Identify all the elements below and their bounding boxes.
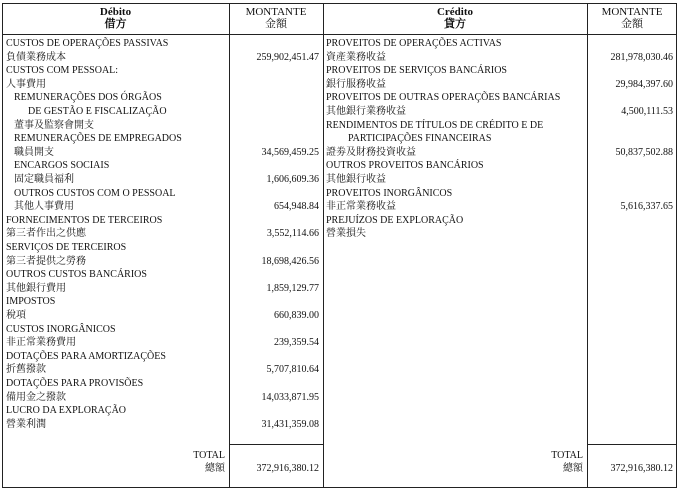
debit-total-amount: 372,916,380.12 bbox=[256, 463, 319, 474]
column-divider bbox=[323, 3, 324, 488]
debit-row-label: REMUNERAÇÕES DOS ÓRGÃOS bbox=[14, 92, 162, 104]
debit-header bbox=[2, 6, 229, 30]
debit-row-amount: 660,839.00 bbox=[274, 310, 319, 321]
debit-row-label: CUSTOS INORGÂNICOS bbox=[6, 323, 116, 335]
debit-row-label: 負債業務成本 bbox=[6, 51, 66, 63]
debit-row-label: REMUNERAÇÕES DE EMPREGADOS bbox=[14, 133, 182, 145]
debit-row-amount: 34,569,459.25 bbox=[261, 146, 319, 158]
credit-row-label: 非正常業務收益 bbox=[326, 201, 396, 213]
montante-title: MONTANTE bbox=[601, 6, 663, 18]
credit-row-label: PROVEITOS DE OUTRAS OPERAÇÕES BANCÁRIAS bbox=[326, 92, 561, 104]
column-divider bbox=[587, 3, 588, 488]
total-label-zh: 總額 bbox=[205, 463, 225, 474]
debit-row-label: 董事及監察會開支 bbox=[14, 119, 94, 131]
credit-subtitle: 貸方 bbox=[444, 18, 466, 30]
credit-row-label: PROVEITOS INORGÂNICOS bbox=[326, 187, 453, 199]
debit-row-label: OUTROS CUSTOS BANCÁRIOS bbox=[6, 269, 147, 281]
debit-row-amount: 31,431,359.08 bbox=[261, 418, 319, 430]
credit-title: Crédito bbox=[436, 6, 474, 18]
total-divider bbox=[587, 444, 677, 445]
credit-row-label: 其他銀行業務收益 bbox=[326, 106, 406, 117]
credit-row-label: 其他銀行收益 bbox=[326, 174, 386, 185]
debit-row-label: CUSTOS COM PESSOAL: bbox=[6, 65, 119, 77]
debit-row-label: ENCARGOS SOCIAIS bbox=[14, 160, 110, 172]
credit-row-label: OUTROS PROVEITOS BANCÁRIOS bbox=[326, 160, 484, 172]
debit-row-label: 其他銀行費用 bbox=[6, 282, 66, 294]
debit-row-label: 第三者提供之勞務 bbox=[6, 255, 86, 267]
credit-header bbox=[323, 6, 587, 30]
debit-row-label: LUCRO DA EXPLORAÇÃO bbox=[6, 405, 127, 417]
debit-row-label: DOTAÇÕES PARA PROVISÕES bbox=[6, 378, 144, 389]
debit-row-label: 非正常業務費用 bbox=[6, 337, 76, 349]
credit-row-label: 營業損失 bbox=[326, 228, 366, 240]
credit-total-label bbox=[460, 449, 583, 475]
credit-row-label: PARTICIPAÇÕES FINANCEIRAS bbox=[348, 133, 492, 145]
credit-row-amount: 4,500,111.53 bbox=[621, 106, 673, 117]
debit-row-amount: 239,359.54 bbox=[274, 337, 319, 349]
debit-row-amount: 1,859,129.77 bbox=[266, 282, 319, 294]
montante-subtitle: 金額 bbox=[621, 18, 643, 30]
credit-row-label: PROVEITOS DE OPERAÇÕES ACTIVAS bbox=[326, 38, 502, 49]
credit-row-label: PROVEITOS DE SERVIÇOS BANCÁRIOS bbox=[326, 65, 507, 77]
debit-row-label: 備用金之撥款 bbox=[6, 391, 66, 403]
debit-title: Débito bbox=[99, 6, 132, 18]
credit-row-amount: 50,837,502.88 bbox=[615, 146, 673, 158]
credit-row-amount: 5,616,337.65 bbox=[620, 201, 673, 213]
debit-row-label: DOTAÇÕES PARA AMORTIZAÇÕES bbox=[6, 350, 166, 362]
debit-subtitle: 借方 bbox=[104, 18, 127, 30]
credit-row-label: 資產業務收益 bbox=[326, 51, 386, 63]
debit-row-label: 營業利潤 bbox=[6, 418, 46, 430]
montante-subtitle: 金額 bbox=[265, 18, 287, 30]
credit-row-label: 證劵及財務投資收益 bbox=[326, 146, 416, 158]
credit-total-amount: 372,916,380.12 bbox=[610, 463, 673, 474]
debit-row-label: 第三者作出之供應 bbox=[6, 228, 86, 240]
credit-row-label: 銀行服務收益 bbox=[326, 78, 386, 90]
debit-row-label: DE GESTÃO E FISCALIZAÇÃO bbox=[28, 106, 167, 117]
credit-row-label: RENDIMENTOS DE TÍTULOS DE CRÉDITO E DE bbox=[326, 119, 544, 131]
debit-row-amount: 14,033,871.95 bbox=[261, 391, 319, 403]
debit-row-label: 職員開支 bbox=[14, 146, 54, 158]
debit-row-label: 折舊撥款 bbox=[6, 364, 46, 376]
credit-row-amount: 281,978,030.46 bbox=[610, 51, 673, 63]
debit-row-label: SERVIÇOS DE TERCEIROS bbox=[6, 242, 127, 253]
header-divider bbox=[2, 34, 677, 35]
debit-row-label: FORNECIMENTOS DE TERCEIROS bbox=[6, 214, 163, 226]
debit-row-label: 其他人事費用 bbox=[14, 201, 74, 213]
credit-row-label: PREJUÍZOS DE EXPLORAÇÃO bbox=[326, 214, 464, 226]
debit-row-amount: 5,707,810.64 bbox=[266, 364, 319, 376]
debit-row-amount: 18,698,426.56 bbox=[261, 255, 319, 267]
debit-total-label bbox=[100, 449, 225, 475]
credit-row-amount: 29,984,397.60 bbox=[615, 78, 673, 90]
debit-row-label: CUSTOS DE OPERAÇÕES PASSIVAS bbox=[6, 38, 169, 49]
debit-row-amount: 1,606,609.36 bbox=[266, 174, 319, 185]
debit-row-amount: 3,552,114.66 bbox=[266, 228, 319, 240]
debit-row-label: IMPOSTOS bbox=[6, 296, 56, 308]
column-divider bbox=[229, 3, 230, 488]
debit-row-label: OUTROS CUSTOS COM O PESSOAL bbox=[14, 187, 176, 199]
debit-amount-header bbox=[229, 6, 323, 30]
debit-row-amount: 259,902,451.47 bbox=[256, 51, 319, 63]
total-label-zh: 總額 bbox=[563, 463, 583, 474]
montante-title: MONTANTE bbox=[245, 6, 307, 18]
debit-row-label: 固定職員福利 bbox=[14, 174, 74, 185]
debit-row-label: 稅項 bbox=[6, 310, 26, 321]
debit-row-label: 人事費用 bbox=[6, 78, 46, 90]
debit-row-amount: 654,948.84 bbox=[274, 201, 319, 213]
total-label: TOTAL bbox=[193, 450, 225, 461]
total-label: TOTAL bbox=[551, 450, 583, 461]
credit-amount-header bbox=[587, 6, 677, 30]
total-divider bbox=[229, 444, 323, 445]
